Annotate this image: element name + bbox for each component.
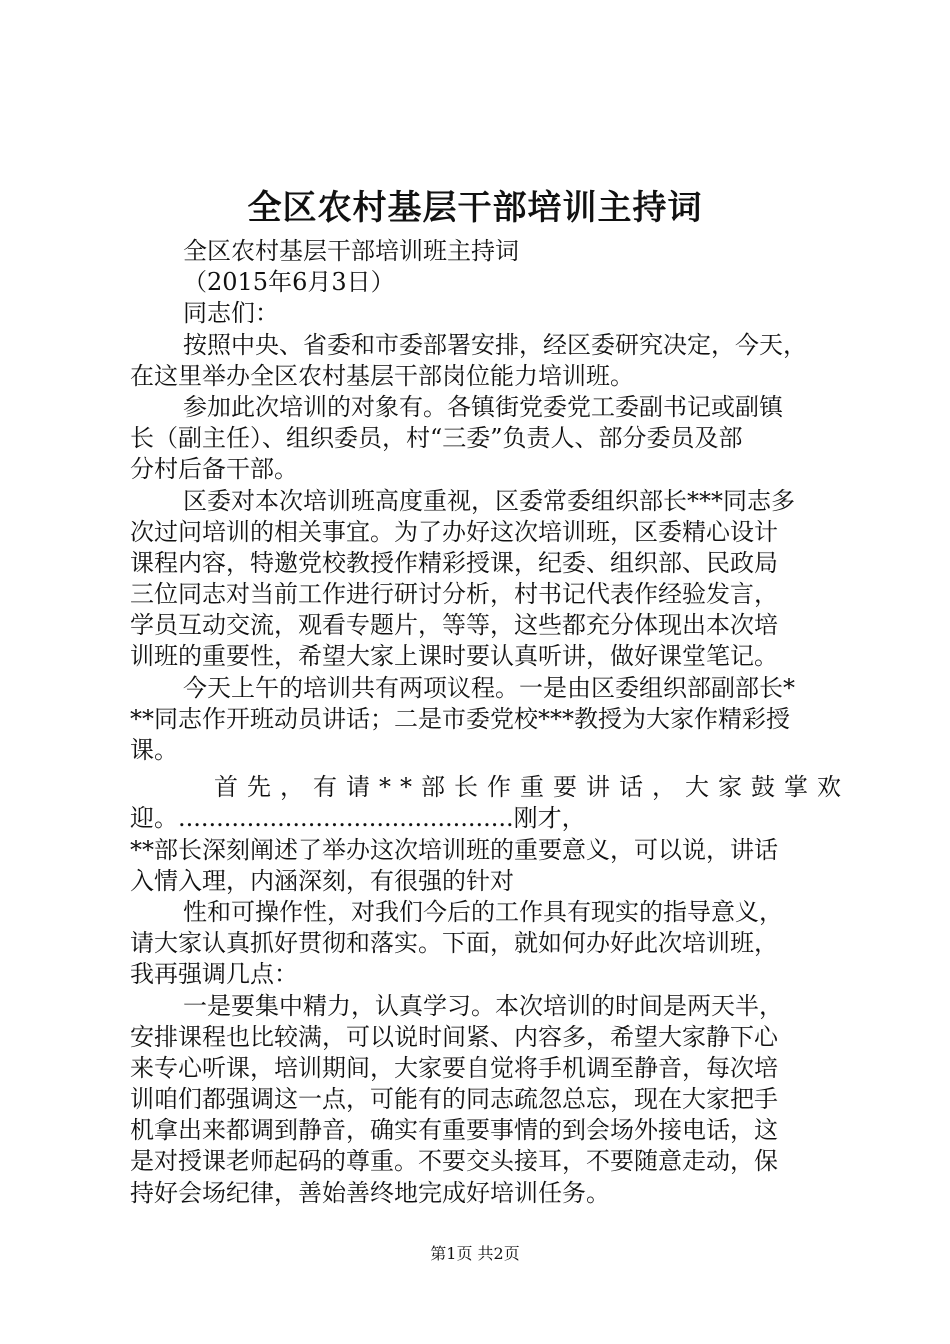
paragraph-line: 长（副主任）、组织委员，村“三委”负责人、部分委员及部 (130, 424, 743, 453)
paragraph-line: 课程内容，特邀党校教授作精彩授课，纪委、组织部、民政局 (130, 548, 778, 577)
paragraph-line: 今天上午的培训共有两项议程。一是由区委组织部副部长* (183, 673, 795, 702)
paragraph-line: 是对授课老师起码的尊重。不要交头接耳，不要随意走动，保 (130, 1147, 778, 1176)
paragraph-line: 学员互动交流，观看专题片，等等，这些都充分体现出本次培 (130, 611, 778, 640)
paragraph-line: 训咱们都强调这一点，可能有的同志疏忽总忘，现在大家把手 (130, 1085, 778, 1114)
paragraph-line: 入情入理，内涵深刻，有很强的针对 (130, 866, 514, 895)
paragraph-line: **同志作开班动员讲话；二是市委党校***教授为大家作精彩授 (130, 704, 790, 733)
paragraph-line: 首先，有请**部长作重要讲话，大家鼓掌欢 (214, 773, 850, 802)
paragraph-line: 迎。............................................刚才， (130, 804, 586, 833)
paragraph-line: 训班的重要性，希望大家上课时要认真听讲，做好课堂笔记。 (130, 642, 778, 671)
page-footer: 第1页 共2页 (430, 1244, 520, 1263)
paragraph-line: 在这里举办全区农村基层干部岗位能力培训班。 (130, 361, 634, 390)
document-title: 全区农村基层干部培训主持词 (247, 188, 703, 228)
paragraph-line: 机拿出来都调到静音，确实有重要事情的到会场外接电话，这 (130, 1116, 778, 1145)
paragraph-line: 按照中央、省委和市委部署安排，经区委研究决定，今天， (183, 330, 807, 359)
paragraph-line: **部长深刻阐述了举办这次培训班的重要意义，可以说，讲话 (130, 835, 778, 864)
document-body (130, 236, 850, 1209)
paragraph-line: 安排课程也比较满，可以说时间紧、内容多，希望大家静下心 (130, 1022, 778, 1051)
paragraph-line: 我再强调几点： (130, 960, 298, 989)
paragraph-line: 一是要集中精力，认真学习。本次培训的时间是两天半， (183, 991, 783, 1020)
subtitle-line: 全区农村基层干部培训班主持词 (183, 237, 519, 265)
paragraph-line: 性和可操作性，对我们今后的工作具有现实的指导意义， (183, 897, 783, 926)
paragraph-line: 三位同志对当前工作进行研讨分析，村书记代表作经验发言， (130, 580, 778, 609)
paragraph-line: 参加此次培训的对象有。各镇街党委党工委副书记或副镇 (183, 392, 783, 421)
paragraph-line: 区委对本次培训班高度重视，区委常委组织部长***同志多 (183, 486, 795, 515)
date-line: （2015年6月3日） (183, 268, 395, 297)
salutation-line: 同志们： (183, 299, 279, 328)
paragraph-line: 持好会场纪律，善始善终地完成好培训任务。 (130, 1178, 610, 1207)
paragraph-line: 课。 (130, 736, 178, 764)
paragraph-line: 请大家认真抓好贯彻和落实。下面，就如何办好此次培训班， (130, 929, 778, 958)
paragraph-line: 来专心听课，培训期间，大家要自觉将手机调至静音，每次培 (130, 1053, 778, 1082)
paragraph-line: 分村后备干部。 (130, 455, 298, 484)
paragraph-line: 次过问培训的相关事宜。为了办好这次培训班，区委精心设计 (130, 517, 778, 546)
